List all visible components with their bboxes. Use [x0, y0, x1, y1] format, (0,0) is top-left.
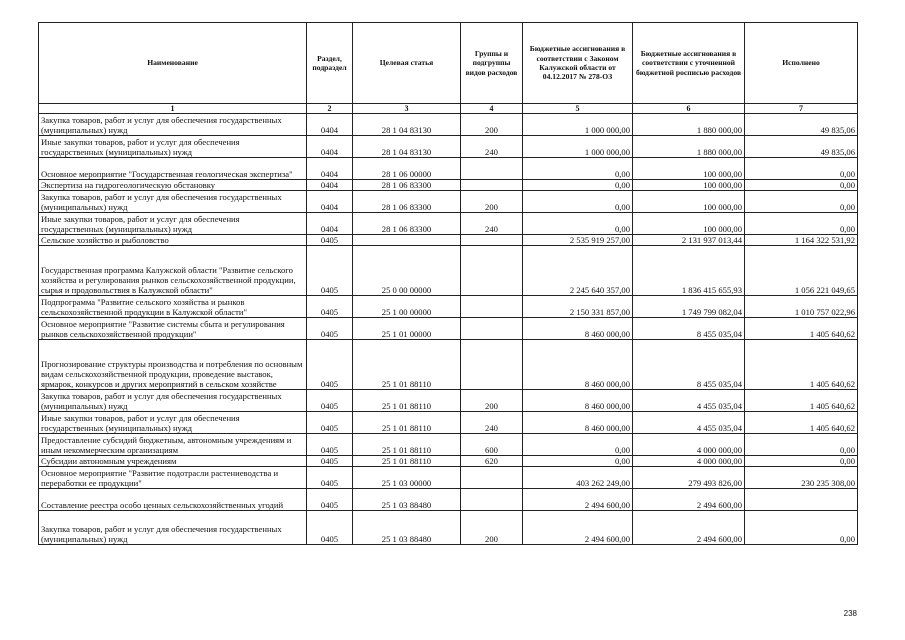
row-group [461, 296, 523, 318]
row-target: 28 1 04 83130 [353, 136, 461, 158]
row-executed-amount: 1 405 640,62 [745, 318, 858, 340]
row-law-amount: 2 150 331 857,00 [523, 296, 633, 318]
header-groups: Группы и подгруппы видов расходов [461, 23, 523, 104]
table-row [39, 246, 858, 296]
row-law-amount: 0,00 [523, 434, 633, 456]
header-row [39, 23, 858, 104]
row-executed-amount: 1 056 221 049,65 [745, 246, 858, 296]
row-law-amount: 2 494 600,00 [523, 489, 633, 511]
row-refined-amount: 100 000,00 [633, 213, 745, 235]
row-target: 28 1 06 00000 [353, 158, 461, 180]
table-row [39, 390, 858, 412]
row-refined-amount: 100 000,00 [633, 180, 745, 191]
table-row [39, 511, 858, 545]
table-row [39, 467, 858, 489]
header-refined: Бюджетные ассигнования в соответствии с уточненной бюджетной росписью расходов [633, 23, 745, 104]
row-section: 0404 [307, 213, 353, 235]
row-name: Иные закупки товаров, работ и услуг для обеспечения государственных (муниципальных) нужд [39, 136, 307, 158]
table-row [39, 191, 858, 213]
table-row [39, 434, 858, 456]
row-target: 28 1 06 83300 [353, 213, 461, 235]
row-section: 0405 [307, 390, 353, 412]
row-executed-amount: 49 835,06 [745, 136, 858, 158]
row-name: Основное мероприятие "Развитие системы сбыта и регулирования рынков сельскохозяйственной продукции" [39, 318, 307, 340]
row-section: 0404 [307, 158, 353, 180]
row-law-amount: 403 262 249,00 [523, 467, 633, 489]
row-name: Субсидии автономным учреждениям [39, 456, 307, 467]
column-number: 1 [39, 104, 307, 114]
row-group: 600 [461, 434, 523, 456]
row-name: Закупка товаров, работ и услуг для обеспечения государственных (муниципальных) нужд [39, 390, 307, 412]
row-executed-amount: 1 405 640,62 [745, 340, 858, 390]
row-name: Прогнозирование структуры производства и потребления по основным видам сельскохозяйственной продукции, проведение выставок, ярмарок, конкурсов и других мероприятий в сельском хозяйстве [39, 340, 307, 390]
row-group: 200 [461, 114, 523, 136]
row-name: Закупка товаров, работ и услуг для обеспечения государственных (муниципальных) нужд [39, 191, 307, 213]
row-law-amount: 1 000 000,00 [523, 136, 633, 158]
row-executed-amount: 1 010 757 022,96 [745, 296, 858, 318]
row-law-amount: 2 245 640 357,00 [523, 246, 633, 296]
row-refined-amount: 4 000 000,00 [633, 434, 745, 456]
row-executed-amount: 230 235 308,00 [745, 467, 858, 489]
budget-sheet [38, 22, 857, 545]
row-law-amount: 8 460 000,00 [523, 340, 633, 390]
row-executed-amount: 1 405 640,62 [745, 390, 858, 412]
row-group: 200 [461, 191, 523, 213]
row-group [461, 235, 523, 246]
row-name: Предоставление субсидий бюджетным, автономным учреждениям и иным некоммерческим организациям [39, 434, 307, 456]
row-name: Подпрограмма "Развитие сельского хозяйства и рынков сельскохозяйственной продукции в Калужской области" [39, 296, 307, 318]
row-executed-amount: 0,00 [745, 180, 858, 191]
row-name: Закупка товаров, работ и услуг для обеспечения государственных (муниципальных) нужд [39, 511, 307, 545]
table-row [39, 456, 858, 467]
column-number: 5 [523, 104, 633, 114]
row-refined-amount: 1 836 415 655,93 [633, 246, 745, 296]
row-section: 0405 [307, 246, 353, 296]
header-name: Наименование [39, 23, 307, 104]
row-refined-amount: 8 455 035,04 [633, 340, 745, 390]
row-law-amount: 0,00 [523, 213, 633, 235]
header-section: Раздел, подраздел [307, 23, 353, 104]
page-number: 238 [843, 609, 857, 618]
row-section: 0405 [307, 489, 353, 511]
table-row [39, 412, 858, 434]
row-law-amount: 1 000 000,00 [523, 114, 633, 136]
row-executed-amount: 1 164 322 531,92 [745, 235, 858, 246]
row-refined-amount: 2 494 600,00 [633, 489, 745, 511]
budget-table [38, 22, 858, 545]
row-target: 25 1 03 88480 [353, 511, 461, 545]
row-target: 25 1 01 88110 [353, 412, 461, 434]
table-row [39, 136, 858, 158]
row-group: 620 [461, 456, 523, 467]
row-group [461, 318, 523, 340]
row-target: 28 1 06 83300 [353, 191, 461, 213]
row-executed-amount: 0,00 [745, 434, 858, 456]
column-number: 6 [633, 104, 745, 114]
row-target: 25 1 01 00000 [353, 318, 461, 340]
row-law-amount: 8 460 000,00 [523, 318, 633, 340]
row-group [461, 246, 523, 296]
row-target: 25 1 00 00000 [353, 296, 461, 318]
row-target [353, 235, 461, 246]
table-row [39, 180, 858, 191]
table-row [39, 340, 858, 390]
row-target: 28 1 04 83130 [353, 114, 461, 136]
row-section: 0405 [307, 467, 353, 489]
row-section: 0405 [307, 340, 353, 390]
row-refined-amount: 2 494 600,00 [633, 511, 745, 545]
row-group [461, 340, 523, 390]
row-target: 28 1 06 83300 [353, 180, 461, 191]
row-refined-amount: 4 455 035,04 [633, 412, 745, 434]
row-refined-amount: 100 000,00 [633, 191, 745, 213]
row-target: 25 1 01 88110 [353, 340, 461, 390]
row-group [461, 489, 523, 511]
row-name: Составление реестра особо ценных сельскохозяйственных угодий [39, 489, 307, 511]
table-row [39, 318, 858, 340]
row-target: 25 0 00 00000 [353, 246, 461, 296]
row-refined-amount: 4 455 035,04 [633, 390, 745, 412]
header-law: Бюджетные ассигнования в соответствии с Законом Калужской области от 04.12.2017 № 278-ОЗ [523, 23, 633, 104]
row-executed-amount: 0,00 [745, 213, 858, 235]
row-refined-amount: 4 000 000,00 [633, 456, 745, 467]
row-section: 0404 [307, 114, 353, 136]
row-refined-amount: 2 131 937 013,44 [633, 235, 745, 246]
row-section: 0405 [307, 434, 353, 456]
row-law-amount: 8 460 000,00 [523, 390, 633, 412]
row-executed-amount: 0,00 [745, 191, 858, 213]
header-target: Целевая статья [353, 23, 461, 104]
row-section: 0404 [307, 191, 353, 213]
row-executed-amount: 0,00 [745, 158, 858, 180]
row-refined-amount: 8 455 035,04 [633, 318, 745, 340]
table-row [39, 213, 858, 235]
row-executed-amount: 1 405 640,62 [745, 412, 858, 434]
row-section: 0405 [307, 296, 353, 318]
table-row [39, 235, 858, 246]
row-law-amount: 8 460 000,00 [523, 412, 633, 434]
row-target: 25 1 01 88110 [353, 390, 461, 412]
row-group: 240 [461, 412, 523, 434]
column-number: 4 [461, 104, 523, 114]
row-name: Экспертиза на гидрогеологическую обстановку [39, 180, 307, 191]
row-executed-amount: 0,00 [745, 511, 858, 545]
row-refined-amount: 1 880 000,00 [633, 114, 745, 136]
row-target: 25 1 01 88110 [353, 456, 461, 467]
row-law-amount: 0,00 [523, 456, 633, 467]
row-group: 200 [461, 511, 523, 545]
header-executed: Исполнено [745, 23, 858, 104]
row-law-amount: 0,00 [523, 191, 633, 213]
row-refined-amount: 100 000,00 [633, 158, 745, 180]
row-section: 0405 [307, 456, 353, 467]
column-number: 2 [307, 104, 353, 114]
row-name: Основное мероприятие "Развитие подотрасли растениеводства и переработки ее продукции" [39, 467, 307, 489]
column-number: 7 [745, 104, 858, 114]
row-group: 240 [461, 213, 523, 235]
row-law-amount: 0,00 [523, 180, 633, 191]
row-group [461, 467, 523, 489]
row-name: Иные закупки товаров, работ и услуг для обеспечения государственных (муниципальных) нужд [39, 213, 307, 235]
row-group: 240 [461, 136, 523, 158]
row-group [461, 180, 523, 191]
column-number: 3 [353, 104, 461, 114]
row-section: 0405 [307, 511, 353, 545]
row-section: 0404 [307, 136, 353, 158]
table-body [39, 114, 858, 545]
row-refined-amount: 279 493 826,00 [633, 467, 745, 489]
row-section: 0405 [307, 412, 353, 434]
table-row [39, 489, 858, 511]
row-name: Сельское хозяйство и рыболовство [39, 235, 307, 246]
row-law-amount: 0,00 [523, 158, 633, 180]
row-target: 25 1 01 88110 [353, 434, 461, 456]
row-target: 25 1 03 88480 [353, 489, 461, 511]
row-name: Закупка товаров, работ и услуг для обеспечения государственных (муниципальных) нужд [39, 114, 307, 136]
row-section: 0405 [307, 318, 353, 340]
row-target: 25 1 03 00000 [353, 467, 461, 489]
table-row [39, 114, 858, 136]
row-refined-amount: 1 749 799 082,04 [633, 296, 745, 318]
row-name: Иные закупки товаров, работ и услуг для обеспечения государственных (муниципальных) нужд [39, 412, 307, 434]
row-executed-amount [745, 489, 858, 511]
row-refined-amount: 1 880 000,00 [633, 136, 745, 158]
row-section: 0404 [307, 180, 353, 191]
row-law-amount: 2 494 600,00 [523, 511, 633, 545]
row-group: 200 [461, 390, 523, 412]
table-row [39, 158, 858, 180]
row-name: Государственная программа Калужской области "Развитие сельского хозяйства и регулирования рынков сельскохозяйственной продукции, сырья и продовольствия в Калужской области" [39, 246, 307, 296]
row-name: Основное мероприятие "Государственная геологическая экспертиза" [39, 158, 307, 180]
table-row [39, 296, 858, 318]
row-executed-amount: 49 835,06 [745, 114, 858, 136]
row-group [461, 158, 523, 180]
column-number-row [39, 104, 858, 114]
row-law-amount: 2 535 919 257,00 [523, 235, 633, 246]
row-section: 0405 [307, 235, 353, 246]
row-executed-amount: 0,00 [745, 456, 858, 467]
